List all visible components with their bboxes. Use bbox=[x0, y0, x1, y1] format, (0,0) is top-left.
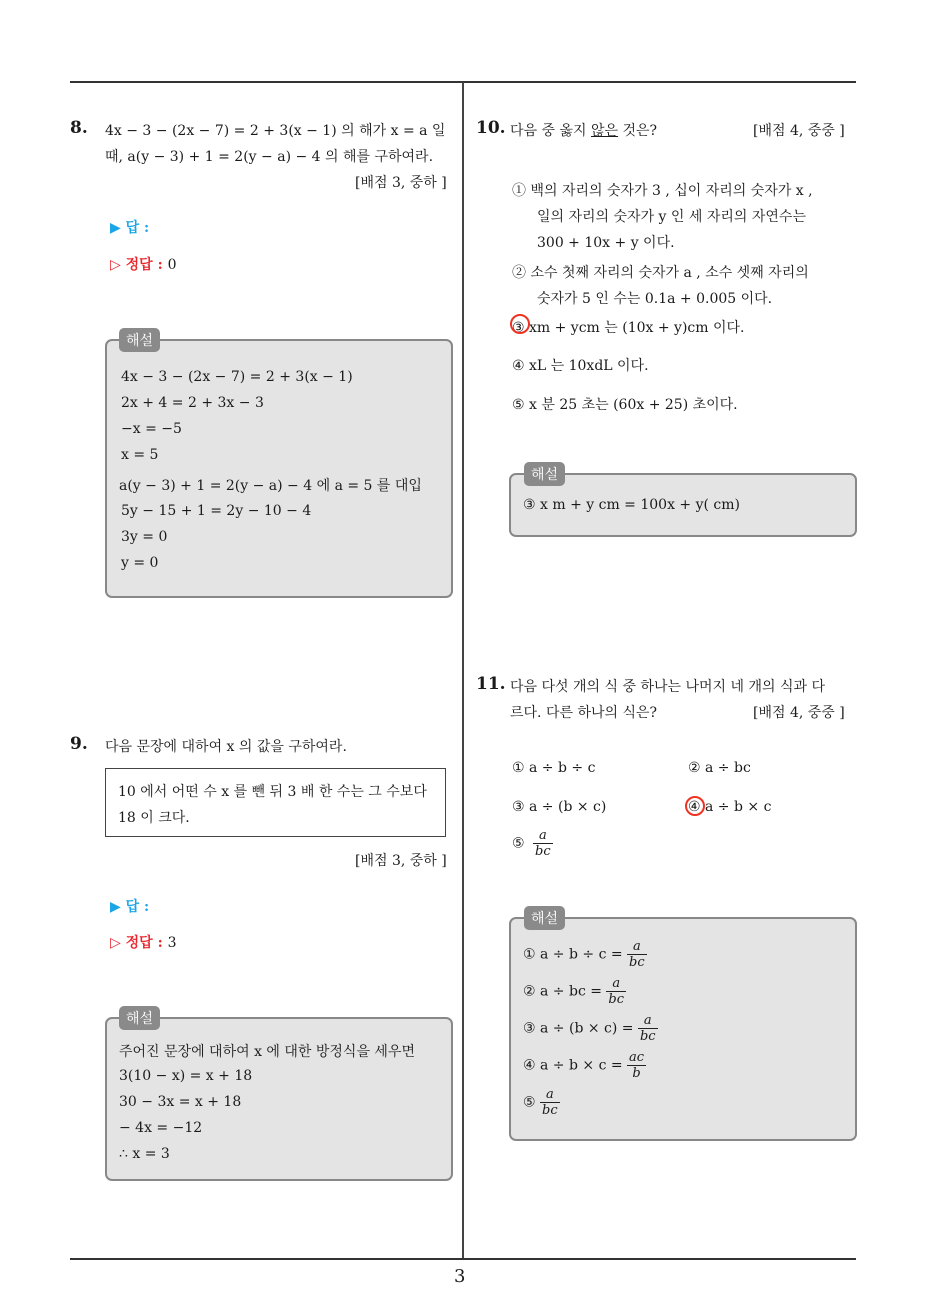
explain-lhs: ④ a ÷ b × c = bbox=[523, 1057, 623, 1074]
q10-question-pre: 다음 중 옳지 bbox=[510, 123, 591, 139]
explain-lhs: ③ a ÷ (b × c) = bbox=[523, 1020, 634, 1037]
q8-correct-label: ▷ 정답 : bbox=[110, 257, 163, 273]
q9-condition-frame bbox=[105, 768, 446, 837]
q8-score: [배점 3, 중하 ] bbox=[355, 175, 447, 191]
q8-line1: 4x − 3 − (2x − 7) = 2 + 3(x − 1) 의 해가 x = a 일 bbox=[105, 123, 446, 139]
q8-explain-line: 3y = 0 bbox=[121, 529, 168, 545]
fraction-numerator: a bbox=[627, 939, 647, 955]
fraction-denominator: bc bbox=[542, 1103, 558, 1118]
q9-score: [배점 3, 중하 ] bbox=[355, 853, 447, 869]
q9-explain-line: ∴ x = 3 bbox=[119, 1146, 170, 1162]
q9-frame-line1: 10 에서 어떤 수 x 를 뺀 뒤 3 배 한 수는 그 수보다 bbox=[118, 784, 427, 800]
q8-explain-line: 5y − 15 + 1 = 2y − 10 − 4 bbox=[121, 503, 312, 519]
q10-option-2-cont: 숫자가 5 인 수는 0.1a + 0.005 이다. bbox=[537, 291, 773, 307]
q10-question bbox=[510, 120, 657, 140]
q9-correct bbox=[110, 932, 177, 952]
q9-number: 9. bbox=[70, 734, 88, 754]
q10-number: 10. bbox=[476, 118, 506, 138]
fraction-denominator: bc bbox=[629, 955, 645, 970]
q10-option-1-cont: 일의 자리의 숫자가 y 인 세 자리의 자연수는 bbox=[537, 209, 806, 225]
q10-explain-tag: 해설 bbox=[524, 462, 565, 486]
fraction-numerator: a bbox=[638, 1013, 658, 1029]
q11-explain-row bbox=[523, 1087, 560, 1118]
q11-option-2[interactable]: ② a ÷ bc bbox=[688, 760, 751, 776]
q10-score: [배점 4, 중중 ] bbox=[753, 123, 845, 139]
q9-correct-label: ▷ 정답 : bbox=[110, 935, 163, 951]
fraction-denominator: b bbox=[632, 1066, 641, 1081]
q11-option-4[interactable]: ④ a ÷ b × c bbox=[688, 799, 772, 815]
q9-question: 다음 문장에 대하여 x 의 값을 구하여라. bbox=[105, 739, 347, 755]
explain-lhs: ② a ÷ bc = bbox=[523, 983, 602, 1000]
q11-line2: 르다. 다른 하나의 식은? bbox=[510, 705, 658, 721]
q9-explain-line: 30 − 3x = x + 18 bbox=[119, 1094, 242, 1110]
q9-explain-line: 3(10 − x) = x + 18 bbox=[119, 1068, 253, 1084]
q8-explain-line: −x = −5 bbox=[121, 421, 182, 437]
q10-option-1-cont: 300 + 10x + y 이다. bbox=[537, 235, 675, 251]
q8-explain-line: y = 0 bbox=[121, 555, 159, 571]
q11-option-5-fraction bbox=[533, 828, 553, 859]
q9-correct-value: 3 bbox=[167, 935, 177, 951]
fraction-denominator: bc bbox=[535, 844, 551, 859]
q9-explain-line: − 4x = −12 bbox=[119, 1120, 203, 1136]
q11-score: [배점 4, 중중 ] bbox=[753, 705, 845, 721]
fraction-numerator: a bbox=[540, 1087, 560, 1103]
fraction-numerator: ac bbox=[629, 1050, 645, 1065]
q11-explain-row bbox=[523, 1050, 646, 1081]
explain-fraction bbox=[627, 1050, 646, 1081]
q10-option-1[interactable]: ① 백의 자리의 숫자가 3 , 십이 자리의 숫자가 x , bbox=[512, 183, 813, 199]
fraction-denominator: bc bbox=[608, 992, 625, 1007]
explain-lhs: ⑤ bbox=[523, 1094, 536, 1111]
explain-fraction bbox=[627, 939, 647, 970]
q10-option-3[interactable]: ③ xm + ycm 는 (10x + y)cm 이다. bbox=[512, 320, 745, 336]
q10-question-post: 것은? bbox=[618, 123, 658, 139]
q9-explanation-box bbox=[105, 1017, 453, 1181]
q11-explain-row bbox=[523, 939, 647, 970]
q10-question-underlined: 않은 bbox=[590, 123, 619, 139]
q11-explanation-box bbox=[509, 917, 857, 1141]
q11-explain-row bbox=[523, 976, 626, 1007]
q10-option-2[interactable]: ② 소수 첫째 자리의 숫자가 a , 소수 셋째 자리의 bbox=[512, 265, 809, 281]
explain-fraction bbox=[638, 1013, 658, 1044]
q10-option-4[interactable]: ④ xL 는 10xdL 이다. bbox=[512, 358, 649, 374]
explain-fraction bbox=[540, 1087, 560, 1118]
q8-answer-label: ▶ 답 : bbox=[110, 220, 150, 236]
page-number: 3 bbox=[454, 1266, 466, 1287]
q8-number: 8. bbox=[70, 118, 88, 138]
column-divider bbox=[462, 82, 464, 1259]
q11-number: 11. bbox=[476, 674, 506, 694]
q11-option-3[interactable]: ③ a ÷ (b × c) bbox=[512, 799, 607, 815]
q11-line1: 다음 다섯 개의 식 중 하나는 나머지 네 개의 식과 다 bbox=[510, 679, 825, 695]
q8-explanation-box bbox=[105, 339, 453, 598]
q10-answer-mark bbox=[510, 314, 530, 334]
fraction-numerator: a bbox=[533, 828, 553, 844]
q9-answer-label: ▶ 답 : bbox=[110, 899, 150, 915]
q8-explain-line: 2x + 4 = 2 + 3x − 3 bbox=[121, 395, 264, 411]
q8-line2: 때, a(y − 3) + 1 = 2(y − a) − 4 의 해를 구하여라. bbox=[105, 149, 434, 165]
fraction-denominator: bc bbox=[639, 1029, 656, 1044]
q8-explain-line: 4x − 3 − (2x − 7) = 2 + 3(x − 1) bbox=[121, 369, 353, 385]
q11-answer-mark bbox=[685, 796, 705, 816]
q9-explain-tag: 해설 bbox=[119, 1006, 160, 1030]
q8-explain-tag: 해설 bbox=[119, 328, 160, 352]
q11-option-5-num: ⑤ bbox=[512, 835, 525, 852]
q10-option-5[interactable]: ⑤ x 분 25 초는 (60x + 25) 초이다. bbox=[512, 397, 738, 413]
q11-explain-tag: 해설 bbox=[524, 906, 565, 930]
q10-explain-line: ③ x m + y cm = 100x + y( cm) bbox=[523, 497, 741, 513]
q8-explain-line: x = 5 bbox=[121, 447, 159, 463]
q9-explain-line: 주어진 문장에 대하여 x 에 대한 방정식을 세우면 bbox=[119, 1044, 416, 1060]
q8-correct-value: 0 bbox=[167, 257, 177, 273]
explain-fraction bbox=[606, 976, 626, 1007]
q11-option-5[interactable] bbox=[512, 828, 553, 859]
q11-explain-row bbox=[523, 1013, 658, 1044]
q8-explain-line: a(y − 3) + 1 = 2(y − a) − 4 에 a = 5 를 대입 bbox=[119, 478, 422, 494]
q9-frame-line2: 18 이 크다. bbox=[118, 810, 190, 826]
fraction-numerator: a bbox=[606, 976, 626, 992]
q8-correct bbox=[110, 254, 177, 274]
q11-option-1[interactable]: ① a ÷ b ÷ c bbox=[512, 760, 596, 776]
explain-lhs: ① a ÷ b ÷ c = bbox=[523, 946, 623, 963]
bottom-rule bbox=[70, 1258, 856, 1260]
